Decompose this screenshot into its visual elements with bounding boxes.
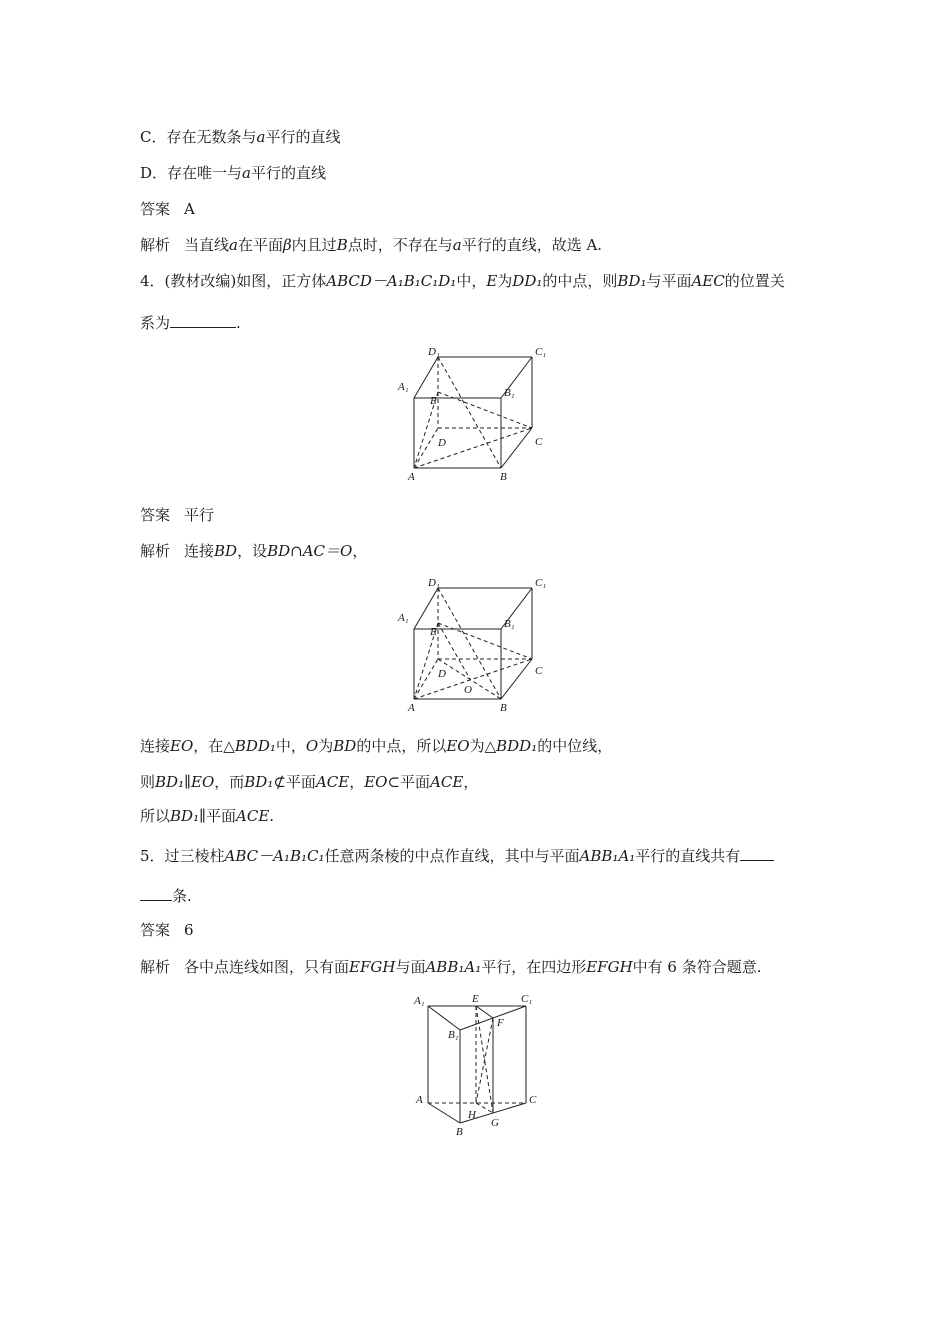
var-abb1a1: ABB₁A₁ — [579, 847, 636, 865]
q4-var-e: E — [486, 272, 498, 290]
var-bd1: BD₁ — [244, 773, 274, 791]
analysis-label: 解析 — [140, 236, 171, 254]
label: B₁ — [504, 387, 515, 399]
q4-var-bd1: BD₁ — [617, 272, 647, 290]
analysis-text: 平行，在四边形 — [481, 958, 587, 976]
diagonal-ac — [414, 659, 532, 699]
cube-figure — [394, 340, 554, 482]
proof-text: 平面 — [400, 773, 431, 791]
analysis-text: 点时，不存在与 — [347, 236, 453, 254]
q4-var-aec: AEC — [691, 272, 725, 290]
var-eo: EO — [364, 773, 388, 791]
answer-value: A — [184, 200, 195, 218]
edge — [501, 428, 532, 468]
answer-blank — [740, 846, 774, 861]
option-d — [140, 163, 326, 183]
label: B₁ — [448, 1029, 459, 1041]
q5-prism: ABC－A₁B₁C₁ — [224, 847, 325, 865]
proof-text: 连接 — [140, 737, 171, 755]
label: C — [535, 436, 543, 448]
var-bd: BD — [333, 737, 357, 755]
segment-ef — [476, 1006, 493, 1018]
analysis-text: 当直线 — [184, 236, 230, 254]
label: D — [438, 437, 446, 449]
expr: BD∩AC＝O — [267, 542, 353, 560]
proof-text: ，在△ — [193, 737, 235, 755]
var-bdd1: BDD₁ — [496, 737, 538, 755]
proof-text: ， — [349, 773, 365, 791]
answer-blank — [140, 886, 172, 901]
label: E — [430, 626, 437, 638]
q4-stem-line2 — [140, 313, 241, 333]
label: D₁ — [428, 577, 440, 589]
answer-label: 答案 — [140, 506, 171, 524]
proof-text: 的中位线， — [537, 737, 613, 755]
q4-text: 中， — [456, 272, 487, 290]
var-a: a — [256, 128, 266, 146]
q3-answer — [140, 199, 195, 219]
q3-analysis — [140, 235, 602, 255]
answer-value: 平行 — [184, 506, 215, 524]
q5-text: 条. — [172, 887, 192, 905]
segment-ec — [438, 392, 532, 428]
label: D — [438, 668, 446, 680]
q4-stem — [140, 271, 785, 291]
analysis-label: 解析 — [140, 542, 171, 560]
analysis-label: 解析 — [140, 958, 171, 976]
proof-text: 中， — [275, 737, 306, 755]
label: A — [408, 702, 415, 713]
hidden-edge — [414, 428, 438, 468]
label: E — [430, 395, 437, 407]
proof-text: 平面 — [206, 807, 237, 825]
proof-text: . — [269, 807, 275, 825]
answer-value: 6 — [184, 921, 194, 939]
var-bdd1: BDD₁ — [234, 737, 276, 755]
proof-text: 所以 — [140, 807, 171, 825]
q4-proof-line1 — [140, 736, 612, 756]
label: B — [500, 702, 507, 713]
q5-text: 5．过三棱柱 — [140, 847, 225, 865]
q4-text: 4．(教材改编)如图，正方体 — [140, 272, 327, 290]
proof-text: ，而 — [214, 773, 245, 791]
label: C₁ — [535, 577, 547, 589]
var-o: O — [305, 737, 319, 755]
q4-text: . — [236, 314, 241, 332]
var-abb1a1: ABB₁A₁ — [425, 958, 482, 976]
q4-answer — [140, 505, 214, 525]
var-efgh: EFGH — [586, 958, 633, 976]
cube-figure-with-o — [394, 571, 554, 713]
segment-ec — [438, 623, 532, 659]
q5-text: 平行的直线共有 — [635, 847, 741, 865]
var-eo: EO — [446, 737, 470, 755]
analysis-text: 中有 6 条符合题意. — [632, 958, 762, 976]
analysis-text: 在平面 — [237, 236, 283, 254]
var-a: a — [242, 164, 251, 182]
edge — [428, 1103, 460, 1123]
q5-analysis — [140, 957, 762, 977]
label: B — [456, 1126, 463, 1138]
q4-text: 的位置关 — [724, 272, 785, 290]
option-c-tail: 平行的直线 — [265, 128, 341, 146]
subset-symbol: ⊂ — [387, 773, 401, 791]
q5-answer — [140, 920, 194, 940]
proof-text: 的中点，所以 — [356, 737, 447, 755]
var-ace: ACE — [430, 773, 464, 791]
proof-text: ， — [463, 773, 479, 791]
label: C — [535, 665, 543, 677]
analysis-text: 与面 — [395, 958, 426, 976]
answer-label: 答案 — [140, 200, 171, 218]
var-a: a — [452, 236, 462, 254]
diagonal-fh — [476, 1018, 493, 1103]
var-bd1-parallel-eo: BD₁∥EO — [155, 773, 215, 791]
q4-proof-line3 — [140, 806, 274, 826]
hidden-edge — [414, 659, 438, 699]
edge — [428, 1006, 460, 1030]
analysis-text: ，设 — [237, 542, 268, 560]
label: A₁ — [398, 381, 409, 393]
proof-text: 则 — [140, 773, 156, 791]
answer-label: 答案 — [140, 921, 171, 939]
edge — [501, 659, 532, 699]
option-c — [140, 127, 340, 147]
label: F — [497, 1017, 504, 1029]
proof-text: 为 — [318, 737, 334, 755]
analysis-text: 内且过 — [291, 236, 337, 254]
q4-proof-line2 — [140, 772, 478, 792]
var-ace: ACE — [315, 773, 350, 791]
q4-cube: ABCD－A₁B₁C₁D₁ — [326, 272, 457, 290]
label: B — [500, 471, 507, 482]
analysis-text: 连接 — [184, 542, 215, 560]
q4-analysis — [140, 541, 367, 561]
var-beta: β — [283, 236, 292, 254]
analysis-text: 平行的直线，故选 A. — [461, 236, 603, 254]
analysis-text: ， — [352, 542, 368, 560]
var-bd: BD — [214, 542, 238, 560]
q4-var-dd1: DD₁ — [512, 272, 543, 290]
analysis-text: 各中点连线如图，只有面 — [184, 958, 350, 976]
q4-text: 系为 — [140, 314, 171, 332]
option-d-text: D．存在唯一与 — [140, 164, 243, 182]
label: A₁ — [414, 995, 425, 1007]
segment-hg — [476, 1103, 493, 1113]
label: A — [416, 1094, 423, 1106]
q5-stem-line2 — [140, 886, 192, 906]
label: C₁ — [535, 346, 547, 358]
proof-text: 为△ — [469, 737, 497, 755]
prism-figure — [408, 990, 548, 1138]
label: D₁ — [428, 346, 440, 358]
q4-text: 为 — [497, 272, 513, 290]
q5-stem — [140, 846, 774, 866]
edge — [414, 588, 438, 629]
q4-text: 的中点，则 — [542, 272, 618, 290]
label: B₁ — [504, 618, 515, 630]
label: A — [408, 471, 415, 482]
label: G — [491, 1117, 499, 1129]
diagonal-ac — [414, 428, 532, 468]
q5-text: 任意两条棱的中点作直线，其中与平面 — [324, 847, 580, 865]
label: E — [472, 993, 479, 1005]
var-ace: ACE — [236, 807, 270, 825]
edge — [414, 357, 438, 398]
label: A₁ — [398, 612, 409, 624]
option-d-tail: 平行的直线 — [250, 164, 326, 182]
var-eo: EO — [170, 737, 194, 755]
label: H — [468, 1109, 476, 1121]
not-subset-symbol: ⊄ — [273, 773, 286, 791]
var-a: a — [229, 236, 238, 254]
proof-text: 平面 — [285, 773, 316, 791]
var-b: B — [336, 236, 348, 254]
q4-text: 与平面 — [646, 272, 692, 290]
var-bd1-parallel: BD₁∥ — [170, 807, 207, 825]
option-c-text: C．存在无数条与 — [140, 128, 257, 146]
var-efgh: EFGH — [349, 958, 396, 976]
answer-blank — [170, 313, 236, 328]
label: O — [464, 684, 472, 696]
label: C — [529, 1094, 537, 1106]
label: C₁ — [521, 993, 533, 1005]
